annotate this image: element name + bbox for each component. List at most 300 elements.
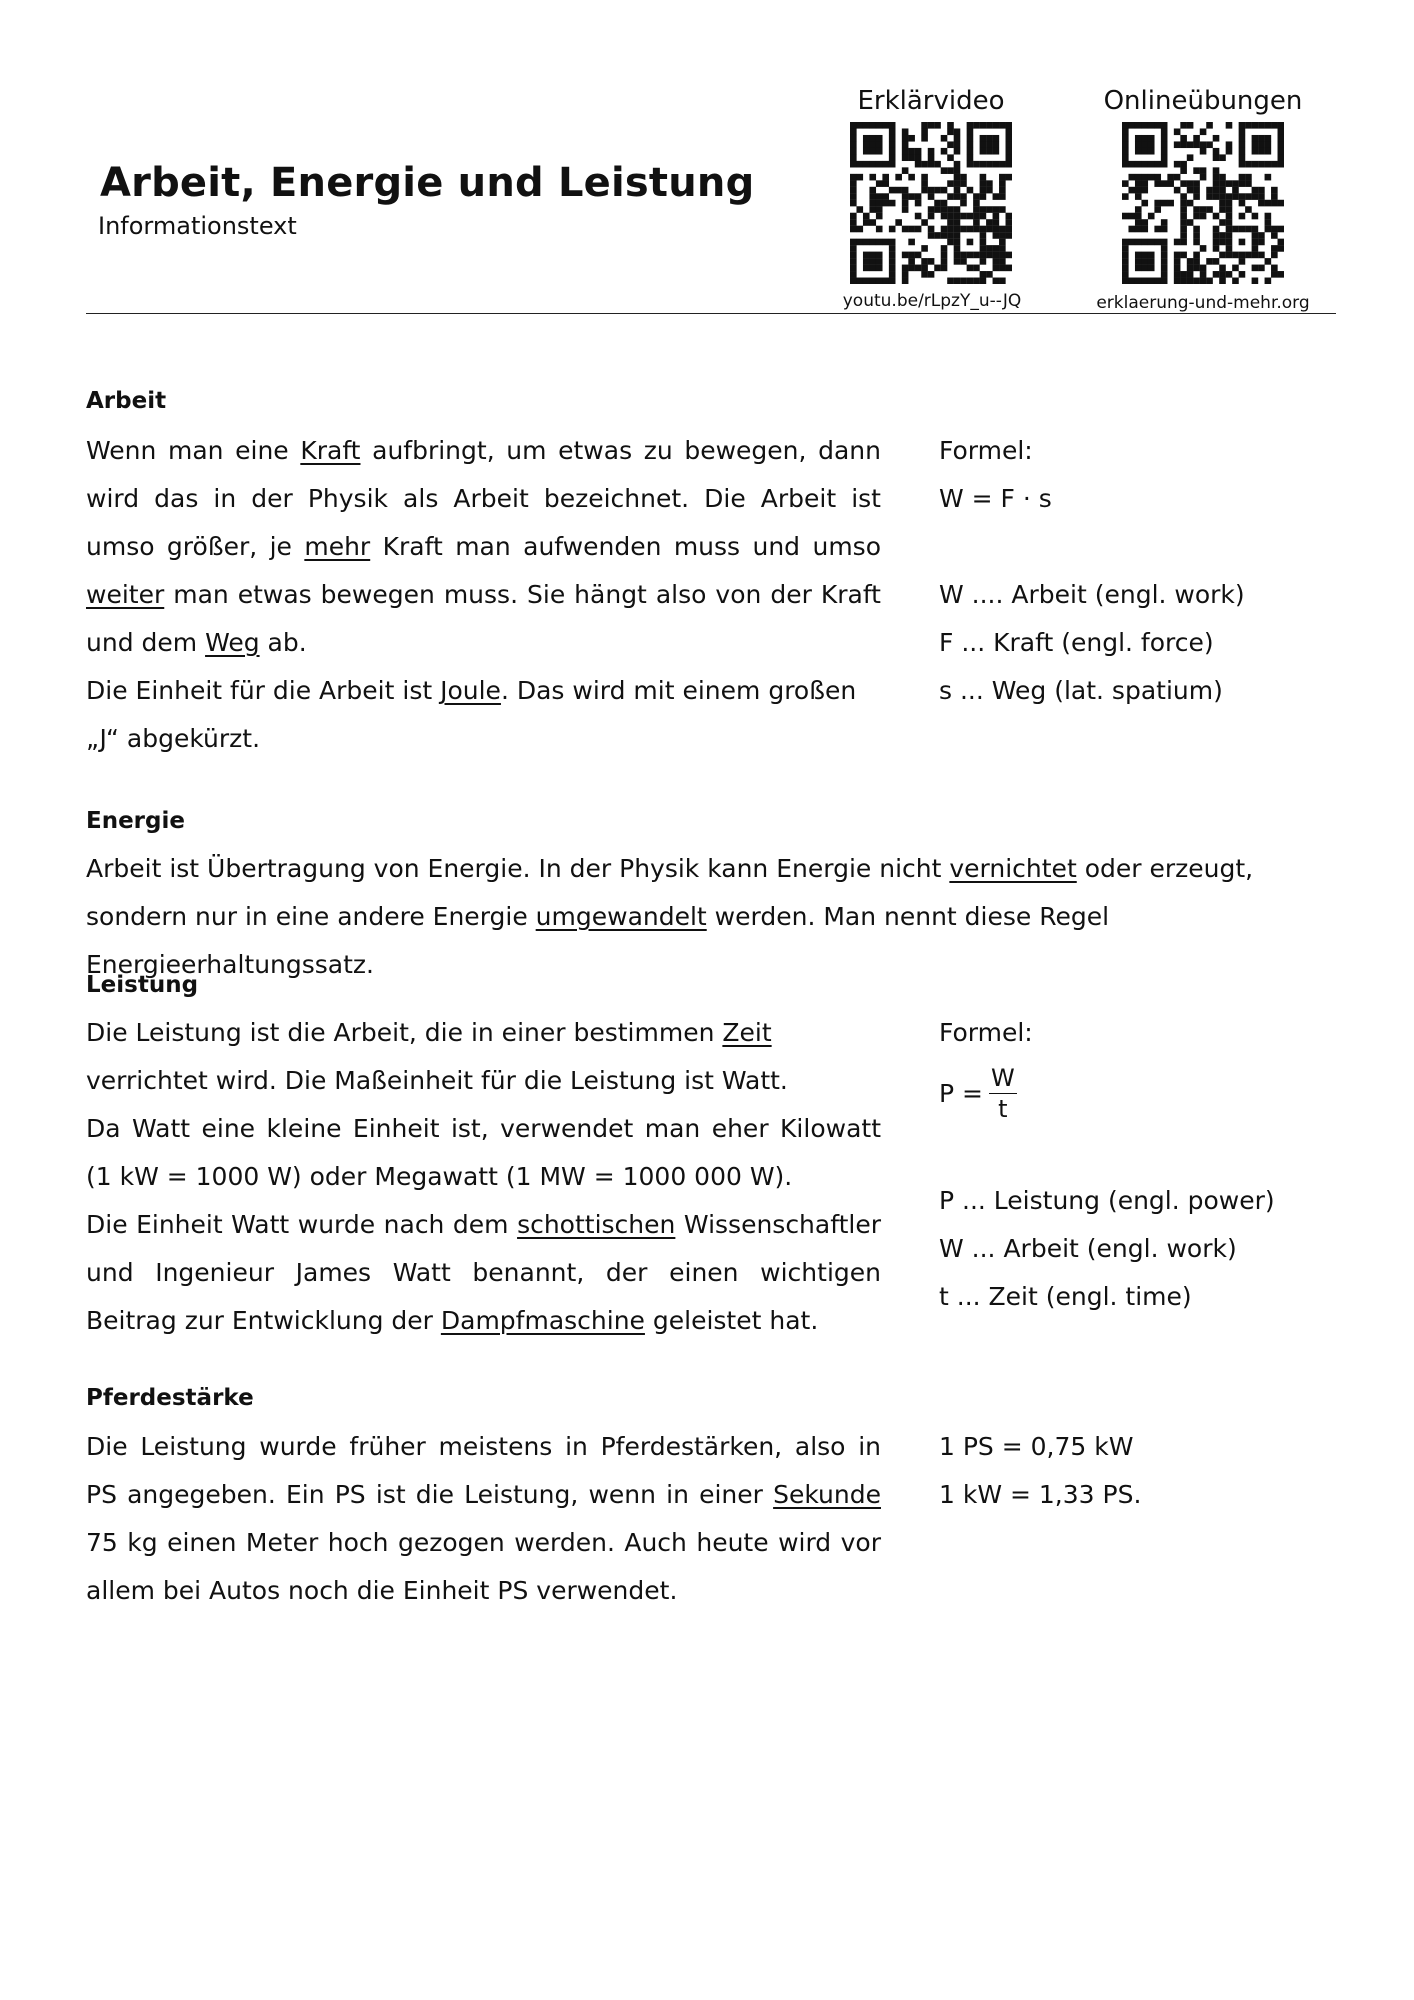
qr-module <box>960 226 967 233</box>
qr-module <box>947 232 954 239</box>
qr-module <box>1141 187 1148 194</box>
qr-module <box>1174 271 1181 278</box>
qr-module <box>954 167 961 174</box>
qr-module <box>973 206 980 213</box>
qr-module <box>921 265 928 272</box>
qr-module <box>1213 213 1220 220</box>
qr-module <box>1278 226 1284 233</box>
qr-module <box>1245 180 1252 187</box>
qr-module <box>980 239 987 246</box>
qr-module <box>1141 252 1148 259</box>
qr-module <box>999 232 1006 239</box>
qr-module <box>1141 174 1148 181</box>
qr-module <box>902 226 909 233</box>
qr-module <box>1135 135 1142 142</box>
qr-module <box>934 122 941 129</box>
qr-module <box>850 278 857 284</box>
qr-module <box>967 135 974 142</box>
qr-module <box>941 213 948 220</box>
qr-module <box>1239 271 1246 278</box>
qr-module <box>889 239 896 246</box>
qr-module <box>1141 122 1148 129</box>
qr-module <box>986 219 993 226</box>
qr-module <box>1154 206 1161 213</box>
qr-module <box>902 141 909 148</box>
qr-module <box>1148 135 1155 142</box>
qr-module <box>960 193 967 200</box>
keyword-schottischen: schottischen <box>517 1210 676 1239</box>
qr-module <box>1135 122 1142 129</box>
qr-module <box>1219 252 1226 259</box>
qr-module <box>1239 161 1246 168</box>
qr-module <box>876 252 883 259</box>
qr-module <box>1154 161 1161 168</box>
qr-module <box>921 271 928 278</box>
qr-module <box>1167 200 1174 207</box>
qr-module <box>973 193 980 200</box>
qr-module <box>869 239 876 246</box>
qr-module <box>915 213 922 220</box>
qr-module <box>876 278 883 284</box>
qr-module <box>954 239 961 246</box>
qr-module <box>1187 154 1194 161</box>
qr-module <box>1258 148 1265 155</box>
qr-module <box>960 258 967 265</box>
qr-module <box>1006 135 1012 142</box>
qr-module <box>1226 213 1233 220</box>
keyword-weiter: weiter <box>86 580 165 609</box>
qr-module <box>1006 122 1012 129</box>
qr-module <box>1258 141 1265 148</box>
qr-module <box>999 265 1006 272</box>
qr-module <box>902 200 909 207</box>
qr-module <box>1278 154 1284 161</box>
qr-module <box>1122 239 1129 246</box>
qr-module <box>1180 239 1187 246</box>
qr-module <box>850 141 857 148</box>
qr-module <box>1193 252 1200 259</box>
qr-module <box>1252 141 1259 148</box>
qr-module <box>1206 258 1213 265</box>
qr-module <box>876 161 883 168</box>
qr-module <box>1239 226 1246 233</box>
qr-module <box>1271 232 1278 239</box>
qr-module <box>863 265 870 272</box>
qr-module <box>1135 193 1142 200</box>
qr-module <box>1122 193 1129 200</box>
qr-module <box>1265 174 1272 181</box>
qr-module <box>1174 278 1181 284</box>
qr-module <box>1154 200 1161 207</box>
qr-module <box>941 252 948 259</box>
qr-module <box>1213 148 1220 155</box>
qr-module <box>889 245 896 252</box>
qr-module <box>980 213 987 220</box>
leistung-legend-p: P ... Leistung (engl. power) <box>939 1186 1275 1215</box>
qr-module <box>1278 128 1284 135</box>
qr-module <box>993 141 1000 148</box>
qr-module <box>908 258 915 265</box>
qr-module <box>1258 200 1265 207</box>
qr-module <box>1252 265 1259 272</box>
qr-module <box>876 213 883 220</box>
qr-url-video[interactable]: youtu.be/rLpzY_u--JQ <box>842 291 1022 311</box>
qr-module <box>999 161 1006 168</box>
qr-module <box>869 258 876 265</box>
qr-module <box>993 135 1000 142</box>
qr-module <box>980 187 987 194</box>
qr-module <box>947 219 954 226</box>
qr-module <box>850 252 857 259</box>
qr-module <box>1161 135 1168 142</box>
qr-module <box>1154 180 1161 187</box>
qr-module <box>1200 141 1207 148</box>
qr-module <box>1135 148 1142 155</box>
qr-module <box>967 154 974 161</box>
qr-module <box>934 161 941 168</box>
qr-module <box>1148 239 1155 246</box>
qr-module <box>986 226 993 233</box>
qr-module <box>876 135 883 142</box>
qr-module <box>1239 128 1246 135</box>
qr-module <box>1167 180 1174 187</box>
qr-module <box>1206 141 1213 148</box>
qr-module <box>1271 226 1278 233</box>
qr-module <box>915 154 922 161</box>
qr-module <box>1232 252 1239 259</box>
qr-module <box>1187 180 1194 187</box>
qr-module <box>993 219 1000 226</box>
qr-code-exercises[interactable] <box>1122 122 1284 284</box>
qr-module <box>1200 265 1207 272</box>
qr-module <box>1148 148 1155 155</box>
leistung-formula-label: Formel: <box>939 1018 1033 1047</box>
qr-module <box>1148 252 1155 259</box>
qr-module <box>863 252 870 259</box>
qr-module <box>928 226 935 233</box>
section-leistung-text <box>86 1009 881 1345</box>
qr-module <box>934 265 941 272</box>
qr-module <box>1122 271 1129 278</box>
qr-module <box>954 245 961 252</box>
qr-module <box>941 167 948 174</box>
qr-module <box>882 161 889 168</box>
leistung-formula-box <box>939 1009 1359 1321</box>
qr-module <box>1278 245 1284 252</box>
qr-module <box>882 200 889 207</box>
qr-code-video[interactable] <box>850 122 1012 284</box>
qr-module <box>1265 213 1272 220</box>
qr-module <box>1245 122 1252 129</box>
arbeit-paragraph-2: Die Einheit für die Arbeit ist Joule. Das wird mit einem großen „J“ abgekürzt. <box>86 676 857 753</box>
qr-module <box>1245 206 1252 213</box>
qr-module <box>1245 252 1252 259</box>
qr-module <box>941 245 948 252</box>
qr-module <box>1232 187 1239 194</box>
qr-module <box>850 219 857 226</box>
qr-module <box>1122 148 1129 155</box>
qr-module <box>1122 128 1129 135</box>
qr-module <box>1265 141 1272 148</box>
qr-module <box>954 206 961 213</box>
qr-module <box>967 141 974 148</box>
qr-module <box>999 174 1006 181</box>
qr-module <box>889 128 896 135</box>
qr-module <box>1193 226 1200 233</box>
energie-paragraph-1: Arbeit ist Übertragung von Energie. In der Physik kann Energie nicht vernichtet oder erzeugt, sondern nur in eine andere Energie umgewandelt werden. Man nennt diese Regel Energieerhaltungssatz. <box>86 854 1254 979</box>
qr-module <box>1187 265 1194 272</box>
qr-module <box>902 135 909 142</box>
qr-module <box>1278 161 1284 168</box>
qr-module <box>876 141 883 148</box>
qr-module <box>941 148 948 155</box>
qr-module <box>869 193 876 200</box>
qr-module <box>1193 180 1200 187</box>
qr-module <box>934 187 941 194</box>
qr-module <box>1226 141 1233 148</box>
qr-module <box>1161 226 1168 233</box>
qr-module <box>921 187 928 194</box>
qr-module <box>1135 180 1142 187</box>
qr-module <box>1265 226 1272 233</box>
qr-module <box>967 122 974 129</box>
qr-module <box>1200 167 1207 174</box>
qr-module <box>999 206 1006 213</box>
qr-module <box>863 122 870 129</box>
qr-module <box>1265 148 1272 155</box>
qr-module <box>850 258 857 265</box>
qr-module <box>850 135 857 142</box>
qr-module <box>954 148 961 155</box>
qr-module <box>1239 174 1246 181</box>
qr-module <box>1206 278 1213 284</box>
qr-module <box>954 258 961 265</box>
leistung-legend-t: t ... Zeit (engl. time) <box>939 1282 1192 1311</box>
qr-module <box>1128 278 1135 284</box>
qr-module <box>1006 161 1012 168</box>
qr-module <box>1219 265 1226 272</box>
qr-module <box>1122 135 1129 142</box>
qr-module <box>1187 187 1194 194</box>
qr-module <box>850 161 857 168</box>
qr-module <box>1200 128 1207 135</box>
qr-module <box>850 213 857 220</box>
qr-module <box>1271 161 1278 168</box>
qr-module <box>1226 271 1233 278</box>
section-heading-arbeit: Arbeit <box>86 388 167 414</box>
qr-module <box>902 278 909 284</box>
qr-module <box>1154 239 1161 246</box>
qr-module <box>1148 141 1155 148</box>
qr-module <box>1122 258 1129 265</box>
qr-module <box>1258 232 1265 239</box>
arbeit-legend-s: s ... Weg (lat. spatium) <box>939 676 1223 705</box>
conversion-ps-to-kw: 1 PS = 0,75 kW <box>939 1432 1134 1461</box>
qr-module <box>1006 219 1012 226</box>
qr-module <box>1180 141 1187 148</box>
qr-module <box>954 278 961 284</box>
leistung-paragraph-1: Die Leistung ist die Arbeit, die in einer bestimmen Zeit verrichtet wird. Die Maßeinheit für die Leistung ist Watt. <box>86 1018 788 1095</box>
qr-module <box>1161 161 1168 168</box>
qr-module <box>993 245 1000 252</box>
qr-url-exercises[interactable]: erklaerung-und-mehr.org <box>1096 293 1310 313</box>
qr-module <box>999 245 1006 252</box>
qr-module <box>863 219 870 226</box>
qr-module <box>1128 187 1135 194</box>
qr-module <box>1161 258 1168 265</box>
qr-module <box>1193 135 1200 142</box>
qr-module <box>928 187 935 194</box>
qr-module <box>1200 245 1207 252</box>
qr-module <box>986 141 993 148</box>
qr-module <box>928 154 935 161</box>
qr-module <box>1213 232 1220 239</box>
qr-module <box>1200 148 1207 155</box>
qr-module <box>1200 271 1207 278</box>
qr-module <box>1174 161 1181 168</box>
qr-module <box>869 135 876 142</box>
qr-module <box>941 232 948 239</box>
qr-module <box>1271 200 1278 207</box>
qr-module <box>1200 174 1207 181</box>
qr-module <box>1174 187 1181 194</box>
qr-module <box>1271 122 1278 129</box>
qr-module <box>947 239 954 246</box>
qr-module <box>1252 245 1259 252</box>
qr-module <box>1265 219 1272 226</box>
qr-module <box>1006 213 1012 220</box>
qr-module <box>947 167 954 174</box>
qr-module <box>1180 219 1187 226</box>
qr-module <box>882 180 889 187</box>
qr-module <box>850 271 857 278</box>
qr-module <box>967 252 974 259</box>
keyword-sekunde: Sekunde <box>773 1480 881 1509</box>
qr-module <box>1006 232 1012 239</box>
qr-module <box>1122 213 1129 220</box>
qr-module <box>1200 278 1207 284</box>
qr-module <box>1245 193 1252 200</box>
qr-module <box>947 141 954 148</box>
qr-module <box>1122 161 1129 168</box>
qr-module <box>993 226 1000 233</box>
qr-module <box>1226 180 1233 187</box>
qr-module <box>1278 135 1284 142</box>
qr-module <box>980 252 987 259</box>
qr-module <box>1180 167 1187 174</box>
qr-module <box>902 193 909 200</box>
qr-module <box>980 174 987 181</box>
qr-module <box>1213 271 1220 278</box>
qr-module <box>1122 245 1129 252</box>
qr-module <box>863 258 870 265</box>
qr-module <box>869 141 876 148</box>
qr-module <box>850 200 857 207</box>
qr-module <box>1271 187 1278 194</box>
qr-module <box>928 271 935 278</box>
qr-module <box>915 148 922 155</box>
qr-module <box>1135 258 1142 265</box>
keyword-umgewandelt: umgewandelt <box>535 902 707 931</box>
qr-module <box>1219 271 1226 278</box>
qr-module <box>1193 239 1200 246</box>
qr-module <box>928 213 935 220</box>
qr-module <box>954 128 961 135</box>
qr-module <box>869 161 876 168</box>
qr-module <box>908 265 915 272</box>
qr-module <box>1239 180 1246 187</box>
qr-module <box>856 122 863 129</box>
qr-module <box>1161 265 1168 272</box>
qr-module <box>876 148 883 155</box>
qr-module <box>934 206 941 213</box>
qr-module <box>1193 213 1200 220</box>
qr-module <box>1187 200 1194 207</box>
page-subtitle: Informationstext <box>98 212 297 240</box>
qr-module <box>1141 135 1148 142</box>
qr-module <box>1180 252 1187 259</box>
qr-module <box>928 232 935 239</box>
qr-module <box>1206 187 1213 194</box>
qr-module <box>1141 148 1148 155</box>
qr-module <box>876 122 883 129</box>
qr-module <box>1271 252 1278 259</box>
qr-module <box>850 226 857 233</box>
qr-module <box>889 148 896 155</box>
qr-module <box>1135 219 1142 226</box>
qr-module <box>908 252 915 259</box>
qr-module <box>1148 278 1155 284</box>
qr-module <box>1193 141 1200 148</box>
qr-module <box>1141 200 1148 207</box>
qr-module <box>1265 258 1272 265</box>
qr-module <box>850 193 857 200</box>
qr-module <box>856 226 863 233</box>
qr-module <box>999 278 1006 284</box>
qr-module <box>960 213 967 220</box>
qr-module <box>1252 232 1259 239</box>
qr-module <box>1213 187 1220 194</box>
qr-module <box>908 193 915 200</box>
qr-module <box>973 122 980 129</box>
section-arbeit-text <box>86 427 881 763</box>
qr-module <box>895 174 902 181</box>
qr-module <box>1128 174 1135 181</box>
qr-module <box>1278 141 1284 148</box>
qr-module <box>928 193 935 200</box>
qr-module <box>1174 252 1181 259</box>
qr-module <box>1148 122 1155 129</box>
qr-module <box>980 226 987 233</box>
qr-module <box>869 219 876 226</box>
qr-module <box>1265 161 1272 168</box>
qr-module <box>947 180 954 187</box>
qr-module <box>921 219 928 226</box>
qr-module <box>1122 122 1129 129</box>
qr-module <box>1193 167 1200 174</box>
qr-module <box>1180 193 1187 200</box>
qr-module <box>1213 258 1220 265</box>
qr-module <box>993 252 1000 259</box>
qr-module <box>986 180 993 187</box>
qr-module <box>967 226 974 233</box>
qr-module <box>1187 271 1194 278</box>
qr-module <box>1213 193 1220 200</box>
qr-module <box>876 226 883 233</box>
qr-module <box>941 200 948 207</box>
qr-module <box>986 252 993 259</box>
qr-module <box>863 278 870 284</box>
